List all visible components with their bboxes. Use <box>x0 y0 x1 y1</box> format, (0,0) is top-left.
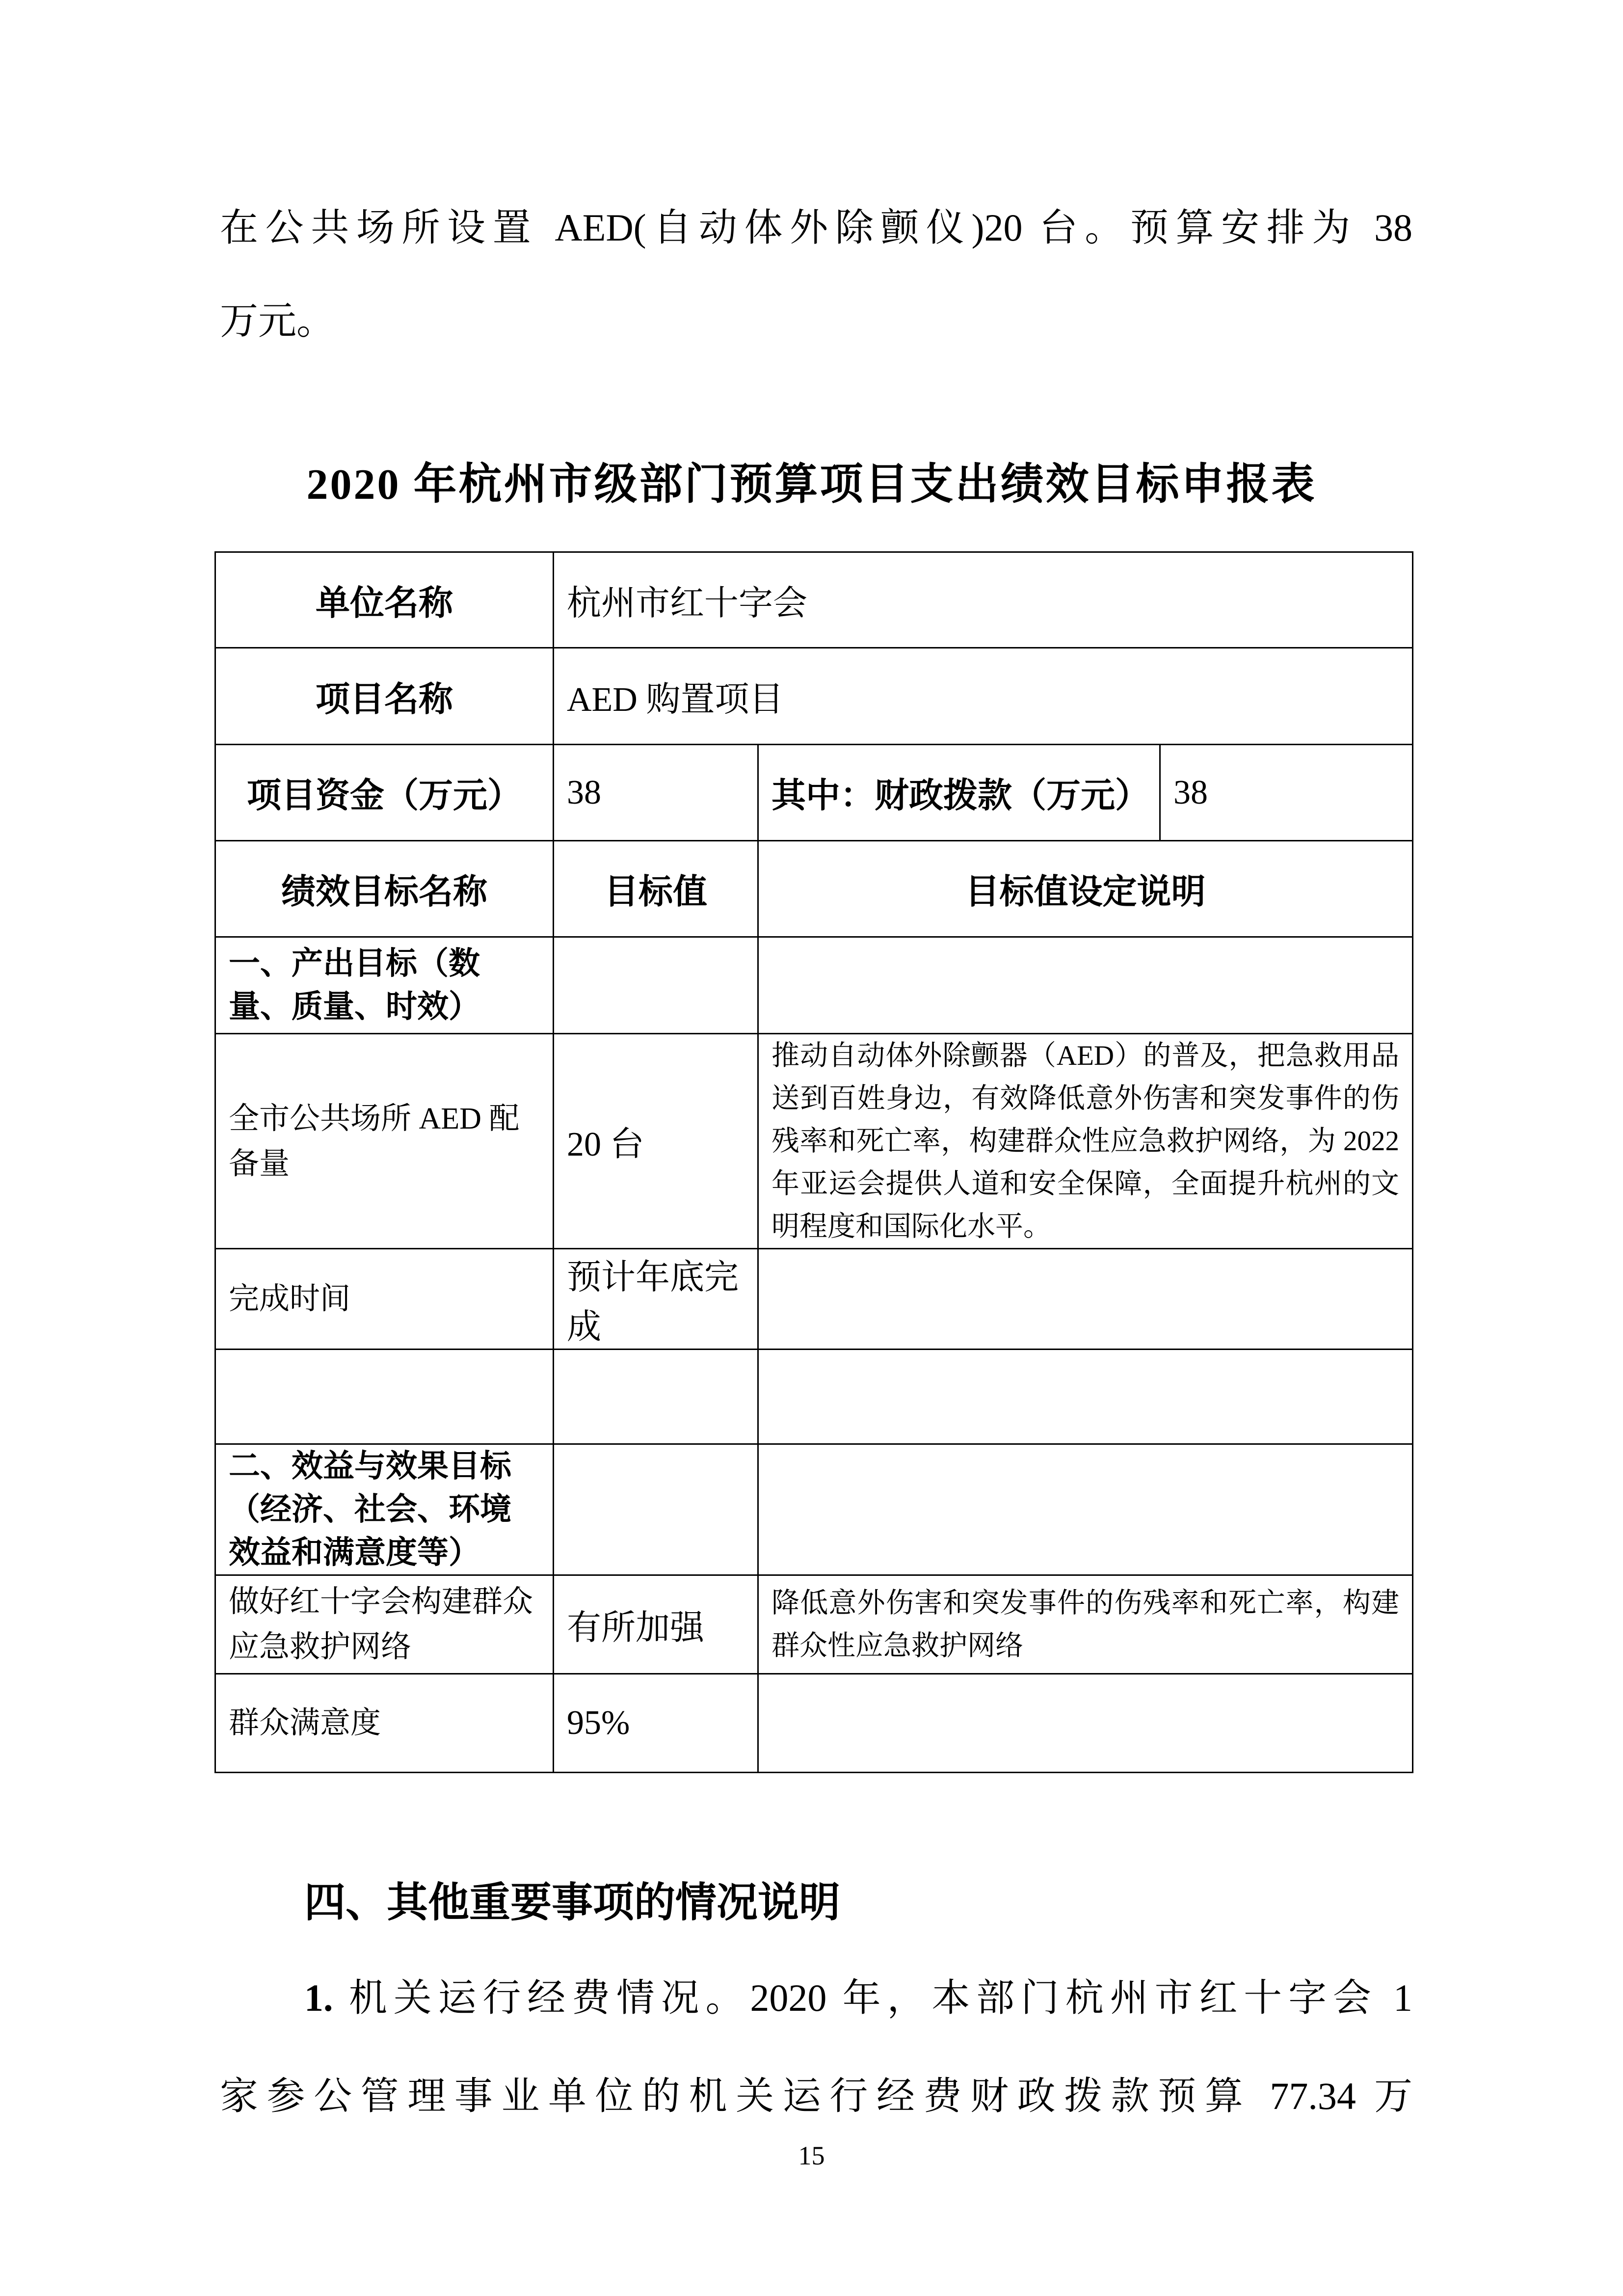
target-value-header-cell: 目标值 <box>554 841 758 937</box>
footer-line-2: 家参公管理事业单位的机关运行经费财政拨款预算 77.34 万 <box>220 2075 1412 2117</box>
aed-target-desc-cell: 推动自动体外除颤器（AED）的普及，把急救用品送到百姓身边，有效降低意外伤害和突发事件的伤残率和死亡率，构建群众性应急救护网络，为 2022 年亚运会提供人道和安全保障，全面提升杭州的文明程度和国际化水平。 <box>758 1034 1413 1249</box>
footer-line-1 <box>220 1949 1412 2047</box>
table-row <box>215 648 1413 745</box>
table-row <box>215 552 1413 648</box>
intro-paragraph <box>220 181 1412 368</box>
project-funds-label-cell: 项目资金（万元） <box>215 745 554 841</box>
completion-target-cell: 预计年底完成 <box>554 1249 758 1350</box>
empty-cell <box>554 1444 758 1575</box>
table-header-row <box>215 841 1413 937</box>
satisfaction-row <box>215 1674 1413 1773</box>
page-number: 15 <box>798 2141 825 2170</box>
network-goal-name-cell: 做好红十字会构建群众应急救护网络 <box>215 1575 554 1674</box>
list-number: 1. <box>304 1976 333 2019</box>
aed-target-row <box>215 1034 1413 1249</box>
empty-cell <box>758 937 1413 1034</box>
footer-paragraph <box>220 1949 1412 2145</box>
table-row <box>215 745 1413 841</box>
output-section-row <box>215 937 1413 1034</box>
empty-cell <box>215 1350 554 1444</box>
section-heading: 四、其他重要事项的情况说明 <box>304 1880 841 1926</box>
empty-cell <box>758 1350 1413 1444</box>
fiscal-allocation-label-cell: 其中：财政拨款（万元） <box>758 745 1160 841</box>
network-target-cell: 有所加强 <box>554 1575 758 1674</box>
completion-desc-cell <box>758 1249 1413 1350</box>
footer-line-1-text: 机关运行经费情况。2020 年，本部门杭州市红十字会 1 <box>333 1976 1412 2019</box>
fiscal-allocation-value-cell: 38 <box>1160 745 1413 841</box>
unit-name-value-cell: 杭州市红十字会 <box>554 552 1413 648</box>
benefit-section-row <box>215 1444 1413 1575</box>
intro-line-2: 万元。 <box>220 299 335 342</box>
completion-row <box>215 1249 1413 1350</box>
benefit-section-label-cell: 二、效益与效果目标（经济、社会、环境效益和满意度等） <box>215 1444 554 1575</box>
empty-row <box>215 1350 1413 1444</box>
project-funds-value-cell: 38 <box>554 745 758 841</box>
empty-cell <box>554 937 758 1034</box>
aed-goal-name-cell: 全市公共场所 AED 配备量 <box>215 1034 554 1249</box>
empty-cell <box>758 1444 1413 1575</box>
network-row <box>215 1575 1413 1674</box>
goal-name-header-cell: 绩效目标名称 <box>215 841 554 937</box>
satisfaction-desc-cell <box>758 1674 1413 1773</box>
performance-target-table <box>214 551 1413 1773</box>
project-name-value-cell: AED 购置项目 <box>554 648 1413 745</box>
target-desc-header-cell: 目标值设定说明 <box>758 841 1413 937</box>
aed-target-value-cell: 20 台 <box>554 1034 758 1249</box>
empty-cell <box>554 1350 758 1444</box>
satisfaction-target-cell: 95% <box>554 1674 758 1773</box>
network-desc-cell: 降低意外伤害和突发事件的伤残率和死亡率，构建群众性应急救护网络 <box>758 1575 1413 1674</box>
satisfaction-name-cell: 群众满意度 <box>215 1674 554 1773</box>
unit-name-label-cell: 单位名称 <box>215 552 554 648</box>
table-title: 2020 年杭州市级部门预算项目支出绩效目标申报表 <box>306 461 1317 509</box>
completion-name-cell: 完成时间 <box>215 1249 554 1350</box>
project-name-label-cell: 项目名称 <box>215 648 554 745</box>
intro-line-1: 在公共场所设置 AED(自动体外除颤仪)20 台。预算安排为 38 <box>220 206 1412 249</box>
output-section-label-cell: 一、产出目标（数量、质量、时效） <box>215 937 554 1034</box>
